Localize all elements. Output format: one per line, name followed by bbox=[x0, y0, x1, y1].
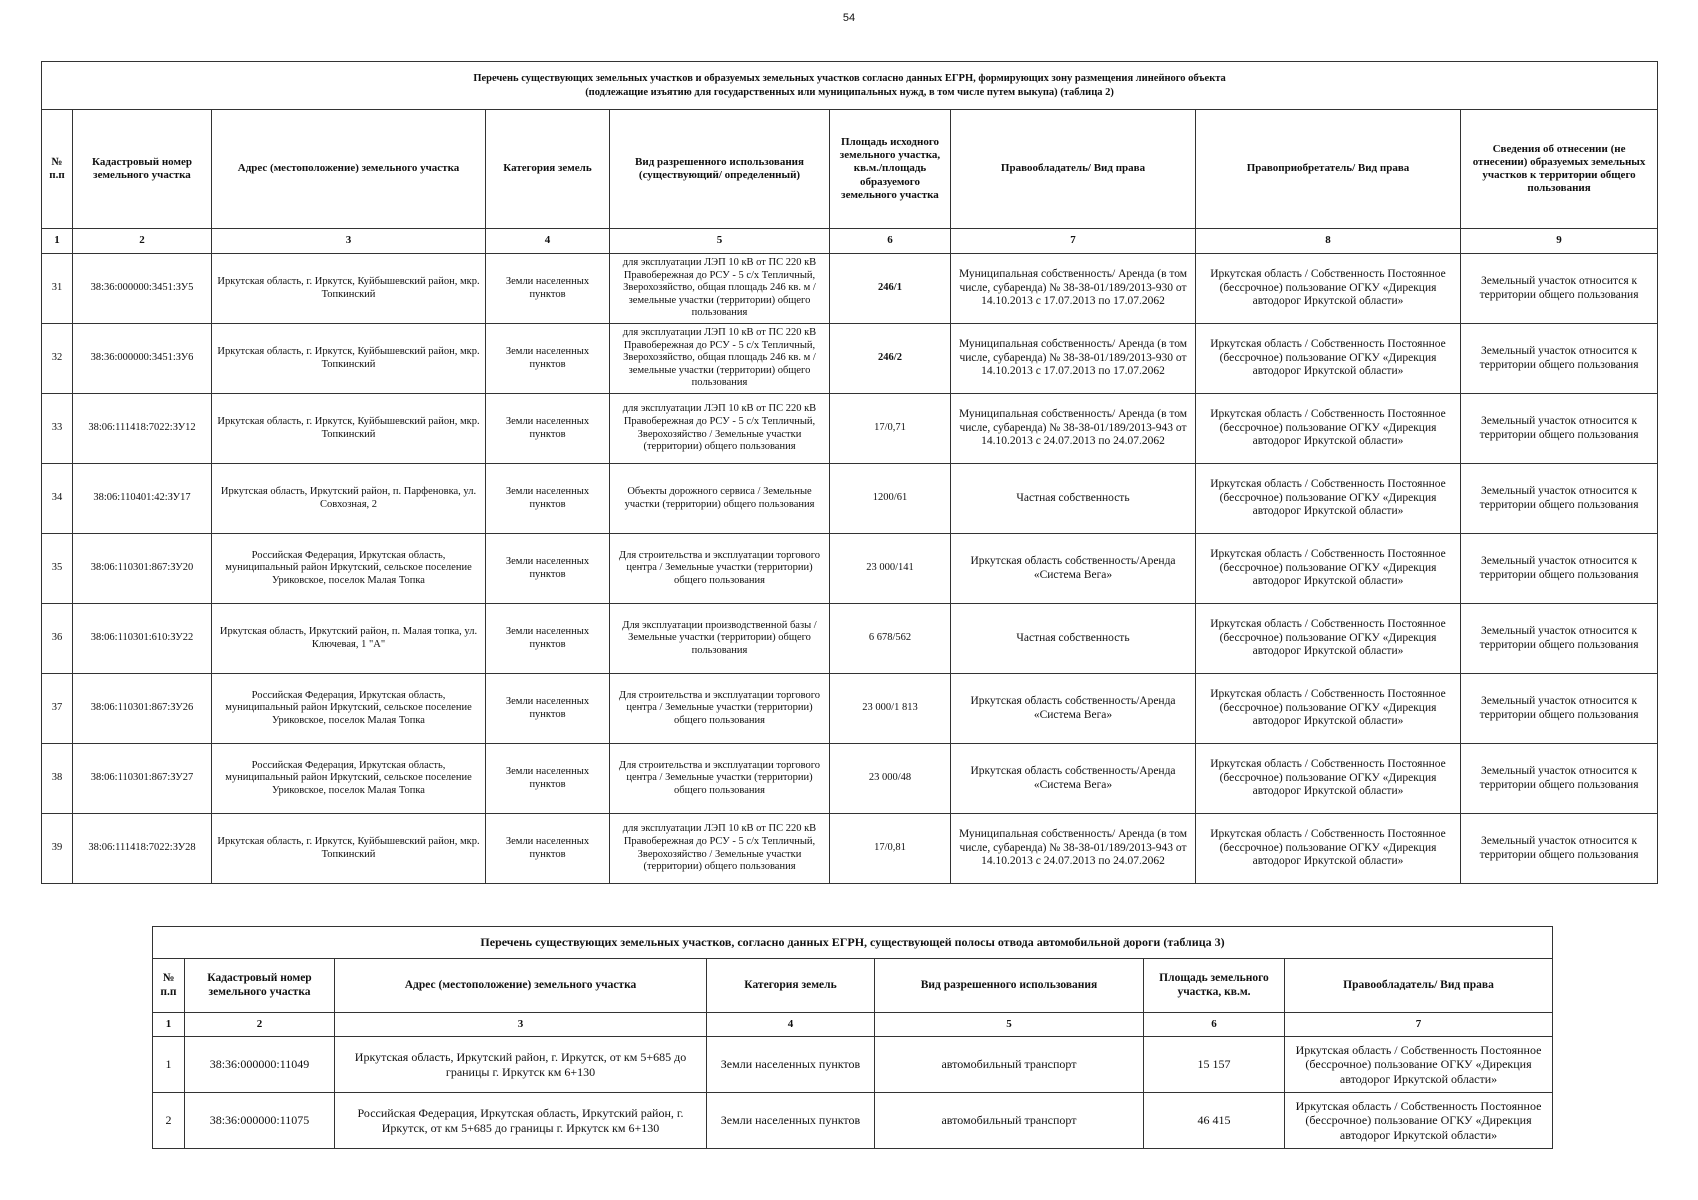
cell-pub: Земельный участок относится к территории общего пользования bbox=[1461, 464, 1658, 534]
column-header: Кадастровый номер земельного участка bbox=[73, 110, 212, 229]
cell-addr: Иркутская область, Иркутский район, п. Малая топка, ул. Ключевая, 1 "А" bbox=[212, 604, 486, 674]
cell-use: Для строительства и эксплуатации торгового центра / Земельные участки (территории) общего пользования bbox=[610, 744, 830, 814]
cell-acq: Иркутская область / Собственность Постоянное (бессрочное) пользование ОГКУ «Дирекция автодорог Иркутской области» bbox=[1196, 674, 1461, 744]
table3-number-row bbox=[153, 1013, 1553, 1037]
cell-addr: Российская Федерация, Иркутская область, муниципальный район Иркутский, сельское поселение Уриковское, поселок Малая Топка bbox=[212, 534, 486, 604]
cell-cat: Земли населенных пунктов bbox=[486, 814, 610, 884]
table-row bbox=[42, 744, 1658, 814]
column-number: 5 bbox=[875, 1013, 1144, 1037]
cell-addr: Российская Федерация, Иркутская область, муниципальный район Иркутский, сельское поселение Уриковское, поселок Малая Топка bbox=[212, 674, 486, 744]
cell-use: для эксплуатации ЛЭП 10 кВ от ПС 220 кВ Правобережная до РСУ - 5 с/х Тепличный, Зверохозяйство / Земельные участки (территории) общего пользования bbox=[610, 394, 830, 464]
cell-use: для эксплуатации ЛЭП 10 кВ от ПС 220 кВ Правобережная до РСУ - 5 с/х Тепличный, Зверохозяйство / Земельные участки (территории) общего пользования bbox=[610, 814, 830, 884]
column-header: Вид разрешенного использования bbox=[875, 959, 1144, 1013]
cell-pub: Земельный участок относится к территории общего пользования bbox=[1461, 744, 1658, 814]
table2-title-line2: (подлежащие изъятию для государственных или муниципальных нужд, в том числе путем выкупа) (таблица 2) bbox=[585, 86, 1114, 98]
column-number: 2 bbox=[185, 1013, 335, 1037]
table2-title bbox=[42, 62, 1658, 110]
cell-cad: 38:06:110301:610:ЗУ22 bbox=[73, 604, 212, 674]
cell-cad: 38:06:110301:867:ЗУ27 bbox=[73, 744, 212, 814]
cell-addr: Иркутская область, г. Иркутск, Куйбышевский район, мкр. Топкинский bbox=[212, 324, 486, 394]
cell-n: 1 bbox=[153, 1037, 185, 1093]
cell-use: автомобильный транспорт bbox=[875, 1093, 1144, 1149]
column-header: Категория земель bbox=[486, 110, 610, 229]
cell-area: 23 000/1 813 bbox=[830, 674, 951, 744]
cell-acq: Иркутская область / Собственность Постоянное (бессрочное) пользование ОГКУ «Дирекция автодорог Иркутской области» bbox=[1196, 254, 1461, 324]
cell-cat: Земли населенных пунктов bbox=[486, 464, 610, 534]
cell-n: 37 bbox=[42, 674, 73, 744]
cell-pub: Земельный участок относится к территории общего пользования bbox=[1461, 814, 1658, 884]
column-header: Площадь земельного участка, кв.м. bbox=[1144, 959, 1285, 1013]
column-number: 1 bbox=[153, 1013, 185, 1037]
column-header: Площадь исходного земельного участка, кв.м./площадь образуемого земельного участка bbox=[830, 110, 951, 229]
cell-use: Объекты дорожного сервиса / Земельные участки (территории) общего пользования bbox=[610, 464, 830, 534]
cell-area: 23 000/141 bbox=[830, 534, 951, 604]
column-header: Вид разрешенного использования (существующий/ определенный) bbox=[610, 110, 830, 229]
cell-addr: Иркутская область, г. Иркутск, Куйбышевский район, мкр. Топкинский bbox=[212, 394, 486, 464]
table-row bbox=[42, 254, 1658, 324]
cell-cad: 38:06:111418:7022:ЗУ12 bbox=[73, 394, 212, 464]
cell-addr: Иркутская область, Иркутский район, п. Парфеновка, ул. Совхозная, 2 bbox=[212, 464, 486, 534]
cell-owner: Частная собственность bbox=[951, 464, 1196, 534]
column-number: 4 bbox=[486, 229, 610, 254]
cell-use: автомобильный транспорт bbox=[875, 1037, 1144, 1093]
column-number: 7 bbox=[1285, 1013, 1553, 1037]
cell-n: 38 bbox=[42, 744, 73, 814]
cell-owner: Муниципальная собственность/ Аренда (в том числе, субаренда) № 38-38-01/189/2013-943 от 14.10.2013 с 24.07.2013 по 24.07.2062 bbox=[951, 814, 1196, 884]
table3-title: Перечень существующих земельных участков, согласно данных ЕГРН, существующей полосы отвода автомобильной дороги (таблица 3) bbox=[153, 927, 1553, 959]
cell-acq: Иркутская область / Собственность Постоянное (бессрочное) пользование ОГКУ «Дирекция автодорог Иркутской области» bbox=[1196, 604, 1461, 674]
cell-n: 31 bbox=[42, 254, 73, 324]
column-number: 3 bbox=[335, 1013, 707, 1037]
cell-pub: Земельный участок относится к территории общего пользования bbox=[1461, 394, 1658, 464]
cell-addr: Иркутская область, г. Иркутск, Куйбышевский район, мкр. Топкинский bbox=[212, 254, 486, 324]
cell-pub: Земельный участок относится к территории общего пользования bbox=[1461, 604, 1658, 674]
cell-cad: 38:36:000000:11049 bbox=[185, 1037, 335, 1093]
cell-area: 17/0,71 bbox=[830, 394, 951, 464]
cell-owner: Иркутская область / Собственность Постоянное (бессрочное) пользование ОГКУ «Дирекция автодорог Иркутской области» bbox=[1285, 1093, 1553, 1149]
cell-area: 246/1 bbox=[830, 254, 951, 324]
cell-acq: Иркутская область / Собственность Постоянное (бессрочное) пользование ОГКУ «Дирекция автодорог Иркутской области» bbox=[1196, 814, 1461, 884]
cell-cad: 38:06:110401:42:ЗУ17 bbox=[73, 464, 212, 534]
column-number: 2 bbox=[73, 229, 212, 254]
cell-area: 23 000/48 bbox=[830, 744, 951, 814]
column-number: 7 bbox=[951, 229, 1196, 254]
cell-acq: Иркутская область / Собственность Постоянное (бессрочное) пользование ОГКУ «Дирекция автодорог Иркутской области» bbox=[1196, 744, 1461, 814]
cell-cat: Земли населенных пунктов bbox=[486, 534, 610, 604]
column-number: 3 bbox=[212, 229, 486, 254]
table-row bbox=[42, 324, 1658, 394]
cell-owner: Иркутская область собственность/Аренда «Система Вега» bbox=[951, 674, 1196, 744]
table-row bbox=[42, 464, 1658, 534]
table-row bbox=[42, 534, 1658, 604]
cell-use: Для строительства и эксплуатации торгового центра / Земельные участки (территории) общего пользования bbox=[610, 674, 830, 744]
cell-pub: Земельный участок относится к территории общего пользования bbox=[1461, 534, 1658, 604]
table-row bbox=[42, 604, 1658, 674]
cell-cat: Земли населенных пунктов bbox=[486, 324, 610, 394]
table-row bbox=[153, 1037, 1553, 1093]
column-header: Сведения об отнесении (не отнесении) образуемых земельных участков к территории общего пользования bbox=[1461, 110, 1658, 229]
cell-use: для эксплуатации ЛЭП 10 кВ от ПС 220 кВ Правобережная до РСУ - 5 с/х Тепличный, Зверохозяйство, общая площадь 246 кв. м / земельные участки (территории) общего пользования bbox=[610, 254, 830, 324]
cell-n: 35 bbox=[42, 534, 73, 604]
land-plots-table-2 bbox=[41, 61, 1658, 884]
column-header: Адрес (местоположение) земельного участка bbox=[335, 959, 707, 1013]
table3-body bbox=[153, 927, 1553, 1149]
cell-n: 36 bbox=[42, 604, 73, 674]
cell-pub: Земельный участок относится к территории общего пользования bbox=[1461, 674, 1658, 744]
cell-owner: Иркутская область / Собственность Постоянное (бессрочное) пользование ОГКУ «Дирекция автодорог Иркутской области» bbox=[1285, 1037, 1553, 1093]
column-number: 5 bbox=[610, 229, 830, 254]
column-number: 6 bbox=[830, 229, 951, 254]
cell-addr: Иркутская область, Иркутский район, г. Иркутск, от км 5+685 до границы г. Иркутск км 6+130 bbox=[335, 1037, 707, 1093]
cell-addr: Иркутская область, г. Иркутск, Куйбышевский район, мкр. Топкинский bbox=[212, 814, 486, 884]
column-header: Правообладатель/ Вид права bbox=[951, 110, 1196, 229]
column-header: № п.п bbox=[153, 959, 185, 1013]
cell-cat: Земли населенных пунктов bbox=[486, 254, 610, 324]
cell-area: 46 415 bbox=[1144, 1093, 1285, 1149]
table3-title-row bbox=[153, 927, 1553, 959]
column-number: 9 bbox=[1461, 229, 1658, 254]
cell-use: Для эксплуатации производственной базы / Земельные участки (территории) общего пользования bbox=[610, 604, 830, 674]
column-header: Категория земель bbox=[707, 959, 875, 1013]
table-row bbox=[42, 394, 1658, 464]
cell-pub: Земельный участок относится к территории общего пользования bbox=[1461, 324, 1658, 394]
cell-area: 17/0,81 bbox=[830, 814, 951, 884]
column-header: Правообладатель/ Вид права bbox=[1285, 959, 1553, 1013]
table2-title-line1: Перечень существующих земельных участков и образуемых земельных участков согласно данных ЕГРН, формирующих зону размещения линейного объекта bbox=[473, 72, 1226, 84]
table-row bbox=[153, 1093, 1553, 1149]
cell-owner: Муниципальная собственность/ Аренда (в том числе, субаренда) № 38-38-01/189/2013-930 от 14.10.2013 с 17.07.2013 по 17.07.2062 bbox=[951, 254, 1196, 324]
table2-body bbox=[42, 62, 1658, 884]
cell-acq: Иркутская область / Собственность Постоянное (бессрочное) пользование ОГКУ «Дирекция автодорог Иркутской области» bbox=[1196, 534, 1461, 604]
table2-header-row bbox=[42, 110, 1658, 229]
cell-n: 2 bbox=[153, 1093, 185, 1149]
cell-area: 15 157 bbox=[1144, 1037, 1285, 1093]
table2-number-row bbox=[42, 229, 1658, 254]
cell-addr: Российская Федерация, Иркутская область, Иркутский район, г. Иркутск, от км 5+685 до границы г. Иркутск км 6+130 bbox=[335, 1093, 707, 1149]
table3-header-row bbox=[153, 959, 1553, 1013]
cell-area: 6 678/562 bbox=[830, 604, 951, 674]
column-header: Адрес (местоположение) земельного участка bbox=[212, 110, 486, 229]
cell-owner: Муниципальная собственность/ Аренда (в том числе, субаренда) № 38-38-01/189/2013-943 от 14.10.2013 с 24.07.2013 по 24.07.2062 bbox=[951, 394, 1196, 464]
cell-use: Для строительства и эксплуатации торгового центра / Земельные участки (территории) общего пользования bbox=[610, 534, 830, 604]
cell-cat: Земли населенных пунктов bbox=[707, 1093, 875, 1149]
column-header: Кадастровый номер земельного участка bbox=[185, 959, 335, 1013]
column-number: 1 bbox=[42, 229, 73, 254]
road-strip-table-3 bbox=[152, 926, 1553, 1149]
cell-owner: Муниципальная собственность/ Аренда (в том числе, субаренда) № 38-38-01/189/2013-930 от 14.10.2013 с 17.07.2013 по 17.07.2062 bbox=[951, 324, 1196, 394]
column-header: № п.п bbox=[42, 110, 73, 229]
cell-cad: 38:06:111418:7022:ЗУ28 bbox=[73, 814, 212, 884]
cell-cad: 38:36:000000:3451:ЗУ5 bbox=[73, 254, 212, 324]
column-number: 8 bbox=[1196, 229, 1461, 254]
cell-acq: Иркутская область / Собственность Постоянное (бессрочное) пользование ОГКУ «Дирекция автодорог Иркутской области» bbox=[1196, 324, 1461, 394]
cell-n: 39 bbox=[42, 814, 73, 884]
cell-owner: Частная собственность bbox=[951, 604, 1196, 674]
cell-acq: Иркутская область / Собственность Постоянное (бессрочное) пользование ОГКУ «Дирекция автодорог Иркутской области» bbox=[1196, 464, 1461, 534]
cell-cad: 38:06:110301:867:ЗУ20 bbox=[73, 534, 212, 604]
column-number: 4 bbox=[707, 1013, 875, 1037]
cell-cad: 38:36:000000:11075 bbox=[185, 1093, 335, 1149]
cell-cat: Земли населенных пунктов bbox=[486, 744, 610, 814]
cell-area: 1200/61 bbox=[830, 464, 951, 534]
table-row bbox=[42, 814, 1658, 884]
cell-cad: 38:06:110301:867:ЗУ26 bbox=[73, 674, 212, 744]
column-number: 6 bbox=[1144, 1013, 1285, 1037]
cell-cat: Земли населенных пунктов bbox=[486, 674, 610, 744]
cell-acq: Иркутская область / Собственность Постоянное (бессрочное) пользование ОГКУ «Дирекция автодорог Иркутской области» bbox=[1196, 394, 1461, 464]
cell-n: 32 bbox=[42, 324, 73, 394]
table-row bbox=[42, 674, 1658, 744]
column-header: Правоприобретатель/ Вид права bbox=[1196, 110, 1461, 229]
cell-area: 246/2 bbox=[830, 324, 951, 394]
cell-owner: Иркутская область собственность/Аренда «Система Вега» bbox=[951, 534, 1196, 604]
cell-addr: Российская Федерация, Иркутская область, муниципальный район Иркутский, сельское поселение Уриковское, поселок Малая Топка bbox=[212, 744, 486, 814]
cell-cat: Земли населенных пунктов bbox=[486, 394, 610, 464]
cell-n: 33 bbox=[42, 394, 73, 464]
cell-n: 34 bbox=[42, 464, 73, 534]
cell-owner: Иркутская область собственность/Аренда «Система Вега» bbox=[951, 744, 1196, 814]
table2-title-row bbox=[42, 62, 1658, 110]
cell-cad: 38:36:000000:3451:ЗУ6 bbox=[73, 324, 212, 394]
cell-pub: Земельный участок относится к территории общего пользования bbox=[1461, 254, 1658, 324]
cell-cat: Земли населенных пунктов bbox=[486, 604, 610, 674]
cell-use: для эксплуатации ЛЭП 10 кВ от ПС 220 кВ Правобережная до РСУ - 5 с/х Тепличный, Зверохозяйство, общая площадь 246 кв. м / земельные участки (территории) общего пользования bbox=[610, 324, 830, 394]
page-number: 54 bbox=[842, 12, 856, 24]
cell-cat: Земли населенных пунктов bbox=[707, 1037, 875, 1093]
